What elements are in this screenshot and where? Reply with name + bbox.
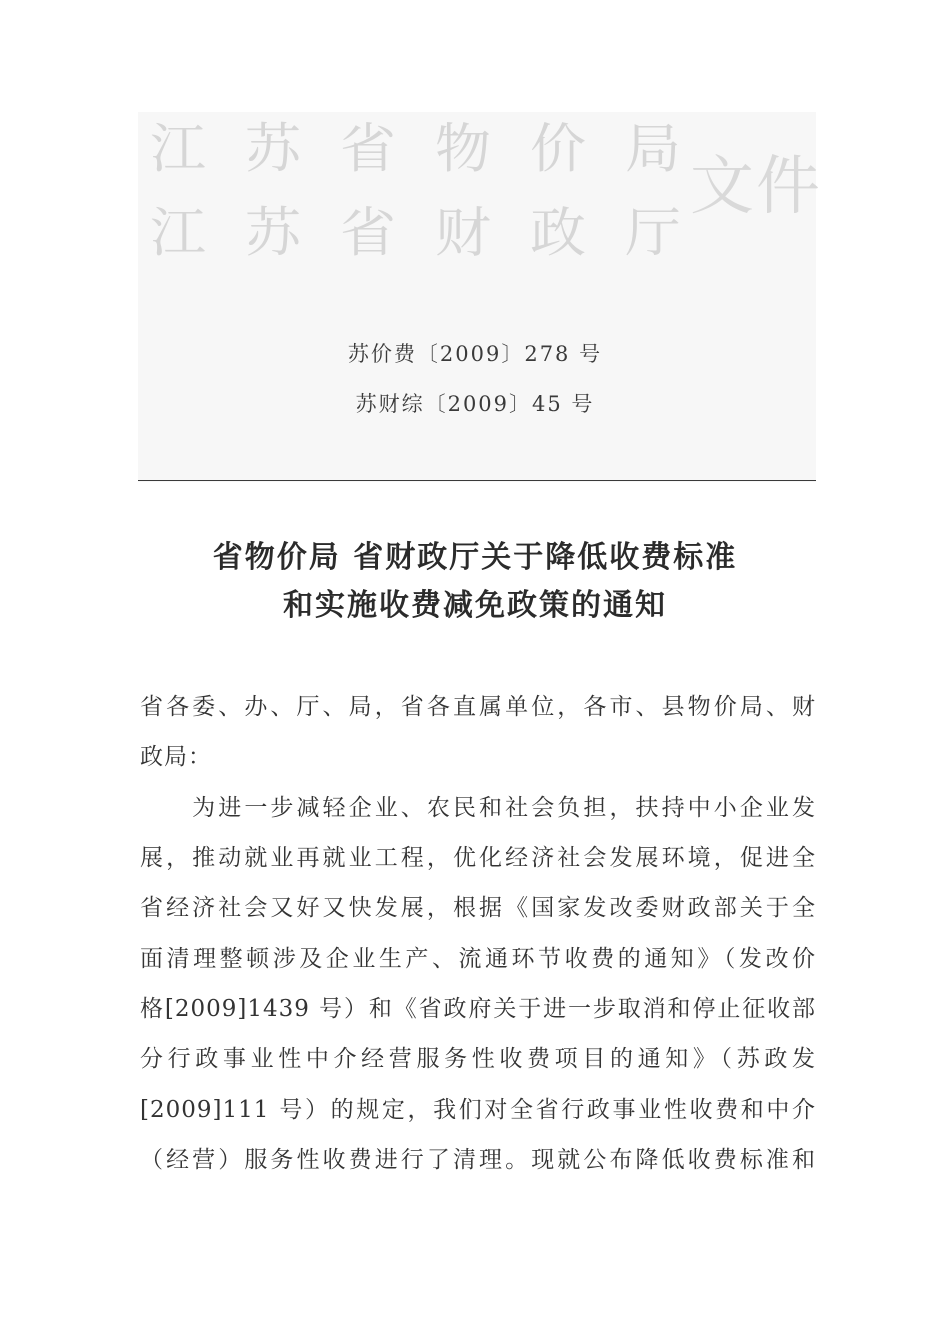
- body-line: 省各委、办、厅、局，省各直属单位，各市、县物价局、财: [140, 694, 816, 720]
- body-line: [2009]111 号）的规定，我们对全省行政事业性收费和中介: [140, 1097, 816, 1123]
- document-title-line-2: 和实施收费减免政策的通知: [283, 588, 667, 623]
- document-number-finance: 苏财综〔2009〕45 号: [355, 392, 595, 416]
- body-line: 分行政事业性中介经营服务性收费项目的通知》（苏政发: [140, 1046, 816, 1072]
- header-divider: [138, 480, 816, 481]
- body-line: 为进一步减轻企业、农民和社会负担，扶持中小企业发: [140, 795, 816, 821]
- body-line: 面清理整顿涉及企业生产、流通环节收费的通知》（发改价: [140, 946, 816, 972]
- agency-name-price-bureau: 江苏省物价局: [150, 118, 720, 181]
- body-line: 省经济社会又好又快发展，根据《国家发改委财政部关于全: [140, 895, 816, 921]
- body-line: 政局：: [140, 744, 212, 770]
- agency-name-finance-dept: 江苏省财政厅: [150, 202, 720, 265]
- document-title-line-1: 省物价局 省财政厅关于降低收费标准: [212, 540, 738, 575]
- body-line: 展，推动就业再就业工程，优化经济社会发展环境，促进全: [140, 845, 816, 871]
- document-label: 文件: [690, 150, 822, 224]
- body-line: （经营）服务性收费进行了清理。现就公布降低收费标准和: [140, 1147, 816, 1173]
- document-number-price: 苏价费〔2009〕278 号: [347, 342, 603, 366]
- body-line: 格[2009]1439 号）和《省政府关于进一步取消和停止征收部: [140, 996, 816, 1022]
